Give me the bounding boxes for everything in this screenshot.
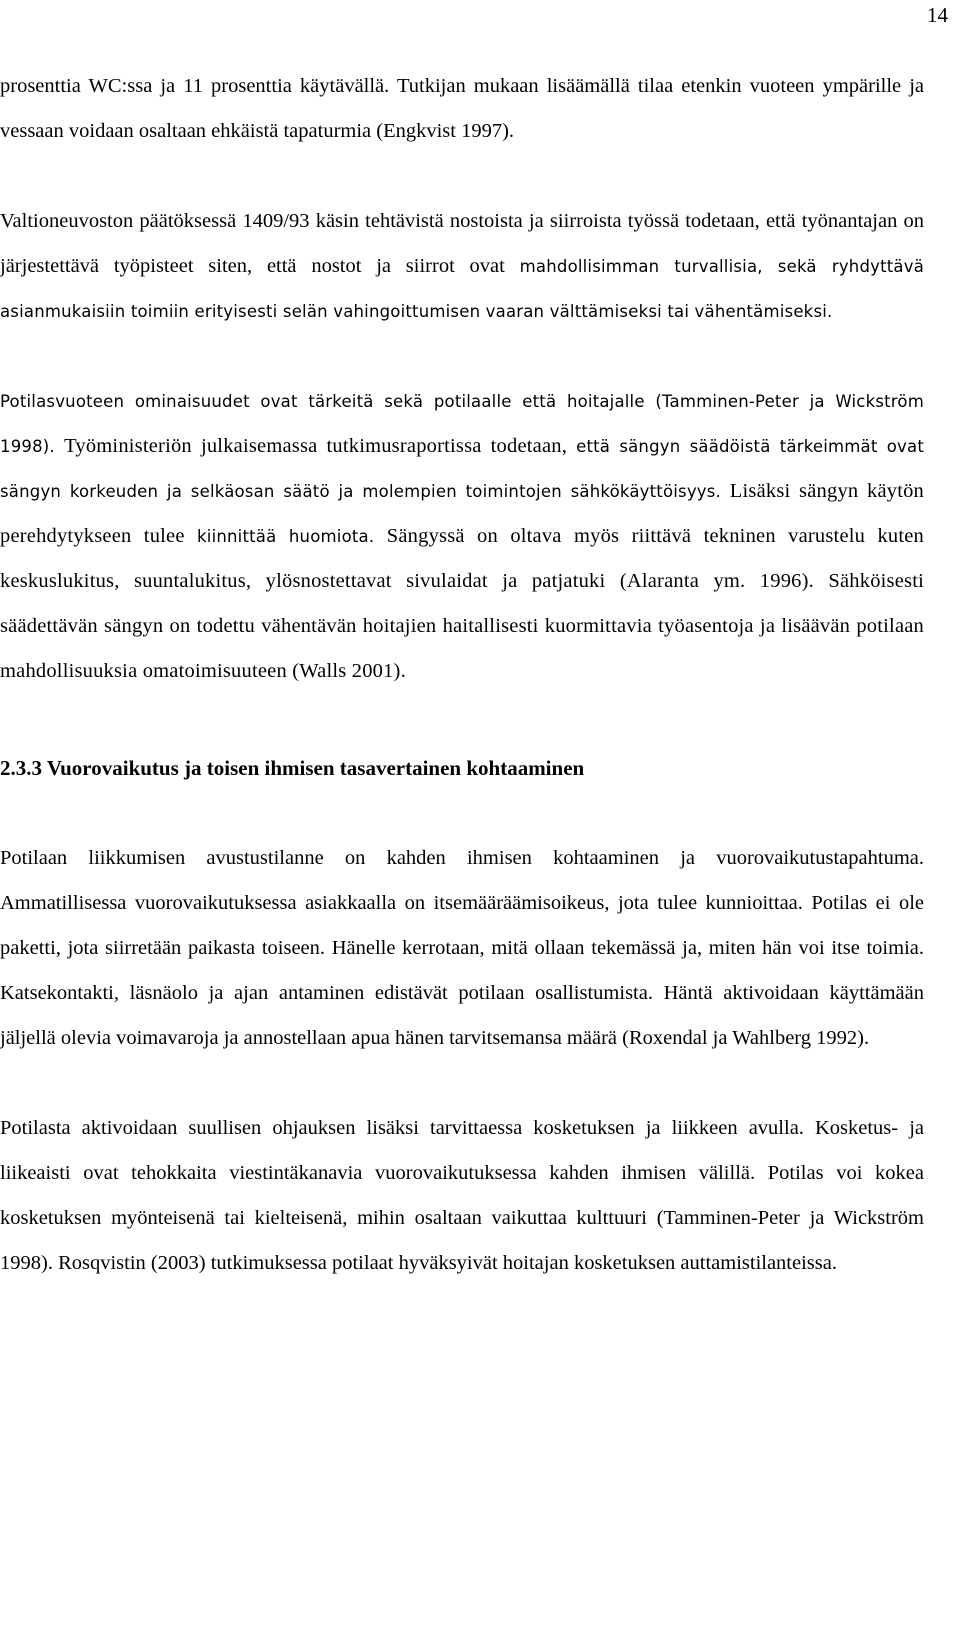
page-number: 14	[927, 3, 948, 27]
paragraph-3-part-c: että sängyn säädöistä tärkeimmät ovat sängyn korkeuden ja selkäosan säätö ja molempien toimintojen sähkökäyttöisyys.	[0, 437, 924, 501]
paragraph-3-part-d: Lisäksi sängyn käytön perehdytykseen tulee	[0, 480, 924, 547]
paragraph-2	[0, 199, 924, 334]
paragraph-3	[0, 379, 924, 694]
paragraph-2-serif-part: Valtioneuvoston päätöksessä 1409/93 käsin tehtävistä nostoista ja siirroista työssä todetaan, että työnantajan on järjestettävä työpisteet siten, että nostot ja siirrot ovat	[0, 210, 924, 277]
paragraph-1: prosenttia WC:ssa ja 11 prosenttia käytävällä. Tutkijan mukaan lisäämällä tilaa etenkin vuoteen ympärille ja vessaan voidaan osaltaan ehkäistä tapaturmia (Engkvist 1997).	[0, 75, 924, 142]
paragraph-3-part-b: Työministeriön julkaisemassa tutkimusraportissa todetaan,	[64, 435, 577, 457]
paragraph-3-part-e: kiinnittää huomiota.	[197, 527, 387, 546]
paragraph-5: Potilasta aktivoidaan suullisen ohjauksen lisäksi tarvittaessa kosketuksen ja liikkeen avulla. Kosketus- ja liikeaisti ovat tehokkaita viestintäkanavia vuorovaikutuksessa kahden ihmisen välillä. Potilas voi kokea kosketuksen myönteisenä tai kielteisenä, mihin osaltaan vaikuttaa kulttuuri (Tamminen-Peter ja Wickström 1998). Rosqvistin (2003) tutkimuksessa potilaat hyväksyivät hoitajan kosketuksen auttamistilanteissa.	[0, 1117, 924, 1274]
paragraph-3-part-f: Sängyssä on oltava myös riittävä tekninen varustelu kuten	[386, 525, 924, 547]
paragraph-2-sans-part: mahdollisimman turvallisia, sekä ryhdyttävä asianmukaisiin toimiin erityisesti selän vahingoittumisen vaaran välttämiseksi tai vähentämiseksi.	[0, 257, 925, 321]
paragraph-3-part-g: keskuslukitus, suuntalukitus, ylösnostettavat sivulaidat ja patjatuki (Alaranta ym. 1996). Sähköisesti säädettävän sängyn on todettu vähentävän hoitajien haitallisesti kuormittavia työasentoja ja lisäävän potilaan mahdollisuuksia omatoimisuuteen (Walls 2001).	[0, 570, 924, 682]
section-heading: 2.3.3 Vuorovaikutus ja toisen ihmisen tasavertainen kohtaaminen	[0, 756, 585, 780]
paragraph-4: Potilaan liikkumisen avustustilanne on kahden ihmisen kohtaaminen ja vuorovaikutustapahtuma. Ammatillisessa vuorovaikutuksessa asiakkaalla on itsemääräämisoikeus, jota tulee kunnioittaa. Potilas ei ole paketti, jota siirretään paikasta toiseen. Hänelle kerrotaan, mitä ollaan tekemässä ja, miten hän voi itse toimia. Katsekontakti, läsnäolo ja ajan antaminen edistävät potilaan osallistumista. Häntä aktivoidaan käyttämään jäljellä olevia voimavaroja ja annostellaan apua hänen tarvitsemansa määrä (Roxendal ja Wahlberg 1992).	[0, 847, 924, 1049]
paragraph-3-part-a: Potilasvuoteen ominaisuudet ovat tärkeitä sekä potilaalle että hoitajalle (Tamminen-Peter ja Wickström 1998).	[0, 392, 924, 456]
document-body	[0, 64, 924, 1286]
